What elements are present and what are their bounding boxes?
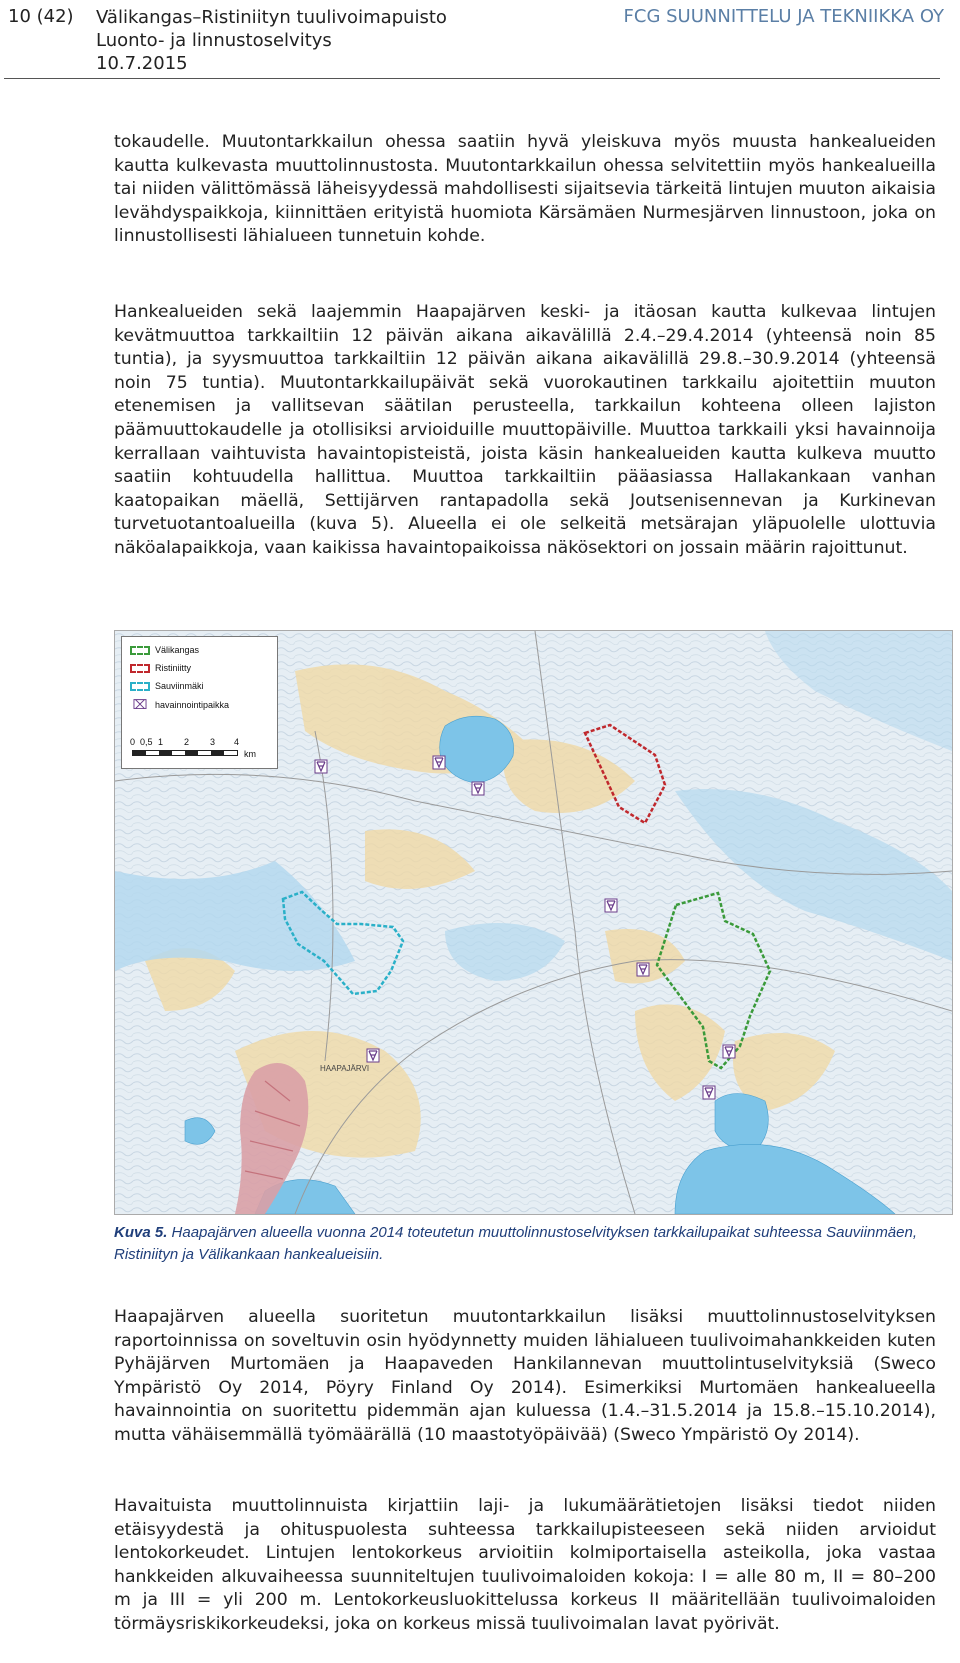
page-header [8,6,944,80]
scale-unit: km [244,749,256,759]
body-paragraph-1: tokaudelle. Muutontarkkailun ohessa saatiin hyvä yleiskuva myös muusta hankealueiden kautta kulkevasta muuttolinnustosta. Muutontarkkailun ohessa selvitettiin myös hankealueilla tai niiden välittömässä läheisyydessä mahdollisesti sijaitsevia tärkeitä lintujen muuton aikaisia levähdyspaikkoja, kiinnittäen erityistä huomiota Kärsämäen Nurmesjärven linnustoon, joka on linnustollisesti lähialueen tunnetuin kohde. [114,132,936,247]
observation-point-marker [637,963,649,976]
cyan-dashed-swatch [130,682,150,691]
legend-item-observation-point [130,698,229,712]
map-legend [121,636,278,769]
scale-tick: 2 [184,737,190,747]
report-date: 10.7.2015 [96,53,188,74]
green-dashed-swatch [130,646,150,655]
observation-point-marker [472,782,484,795]
legend-item-sauviinmaki [130,679,204,693]
header-divider [4,78,940,79]
scale-tick: 3 [210,737,216,747]
scale-tick: 0,5 [140,737,153,747]
legend-label: havainnointipaikka [155,700,230,710]
project-title: Välikangas–Ristiniityn tuulivoimapuisto [96,7,447,28]
scale-tick: 0 [130,737,136,747]
caption-text: Haapajärven alueella vuonna 2014 toteutetun muuttolinnustoselvityksen tarkkailupaikat suhteessa Sauviinmäen, Ristiniityn ja Välikankaan hankealueisiin. [114,1224,918,1263]
observation-point-marker [367,1049,379,1062]
observation-point-marker [605,899,617,912]
scale-tick: 1 [158,737,164,747]
observation-point-marker [723,1045,735,1058]
study-area-map [114,630,953,1215]
legend-item-ristiniitty [130,661,191,675]
report-subtitle: Luonto- ja linnustoselvitys [96,30,332,51]
organization-name: FCG SUUNNITTELU JA TEKNIIKKA OY [623,6,944,27]
red-dashed-swatch [130,664,150,673]
scale-bar [130,737,268,765]
scale-bar-graphic [132,750,238,756]
body-paragraph-3: Haapajärven alueella suoritetun muutontarkkailun lisäksi muuttolinnustoselvityksen raportoinnissa on soveltuvin osin hyödynnetty muiden lähialueen tuulivoimahankkeiden kuten Pyhäjärven Murtomäen ja Haapaveden Hankilannevan muuttolintuselvityksiä (Sweco Ympäristö Oy 2014, Pöyry Finland Oy 2014). Esimerkiksi Murtomäen hankealueella havainnointia on suoritettu pidemmän ajan kuluessa (1.4.–31.5.2014 ja 15.8.–15.10.2014), mutta vähäisemmällä työmäärällä (10 maastotyöpäivää) (Sweco Ympäristö Oy 2014). [114,1307,936,1445]
scale-tick: 4 [234,737,240,747]
town-label: HAAPAJÄRVI [320,1064,370,1073]
caption-label: Kuva 5. [114,1224,168,1241]
legend-label: Ristiniitty [155,663,192,673]
observation-point-marker [703,1086,715,1099]
body-paragraph-4: Havaituista muuttolinnuista kirjattiin laji- ja lukumäärätietojen lisäksi tiedot niiden etäisyydestä ja ohituspuolesta suhteessa tarkkailupisteeseen sekä niiden arvioidut lentokorkeudet. Lintujen lentokorkeus arvioitiin kolmiportaisella asteikolla, joka vastaa hankkeiden alkuvaiheessa suunniteltujen tuulivoimaloiden kokoja: I = alle 80 m, II = 80–200 m ja III = yli 200 m. Lentokorkeusluokittelussa korkeus II määritellään tuulivoimaloiden törmäysriskikorkeudeksi, joka on korkeus missä tuulivoimalan lavat pyörivät. [114,1496,936,1634]
legend-label: Välikangas [155,645,200,655]
figure-caption [114,1222,936,1266]
legend-item-valikangas [130,643,199,657]
legend-label: Sauviinmäki [155,681,204,691]
header-title-block [96,6,447,75]
page-number: 10 (42) [8,6,74,27]
body-paragraph-2: Hankealueiden sekä laajemmin Haapajärven keski- ja itäosan kautta kulkevaa lintujen kevätmuuttoa tarkkailtiin 12 päivän aikana aikavälillä 2.4.–29.4.2014 (yhteensä noin 85 tuntia), ja syysmuuttoa tarkkailtiin 12 päivän aikana aikavälillä 29.8.–30.9.2014 (yhteensä noin 75 tuntia). Muutontarkkailupäivät sekä vuorokautinen tarkkailu ajoitettiin muuton etenemisen ja vallitsevan säätilan perusteella, tarkkailun kohteena olleen lajiston päämuuttokaudelle ja otollisiksi arvioiduille muuttopäiville. Muuttoa tarkkaili yksi havainnoija kerrallaan vaihtuvista havaintopisteistä, joista käsin hankealueiden kautta kulkeva muutto saatiin kohtuudella hallittua. Muuttoa tarkkailtiin pääasiassa Hallakankaan vanhan kaatopaikan mäellä, Settijärven rantapadolla sekä Joutsenisennevan ja Kurkinevan turvetuotantoalueilla (kuva 5). Alueella ei ole selkeitä metsärajan yläpuolelle ulottuvia näköalapaikkoja, vaan kaikissa havaintopaikoissa näkösektori on jossain määrin rajoittunut. [114,302,936,558]
observation-point-marker [433,756,445,769]
observation-tower-icon: ⌧ [132,697,148,712]
observation-point-marker [315,760,327,773]
